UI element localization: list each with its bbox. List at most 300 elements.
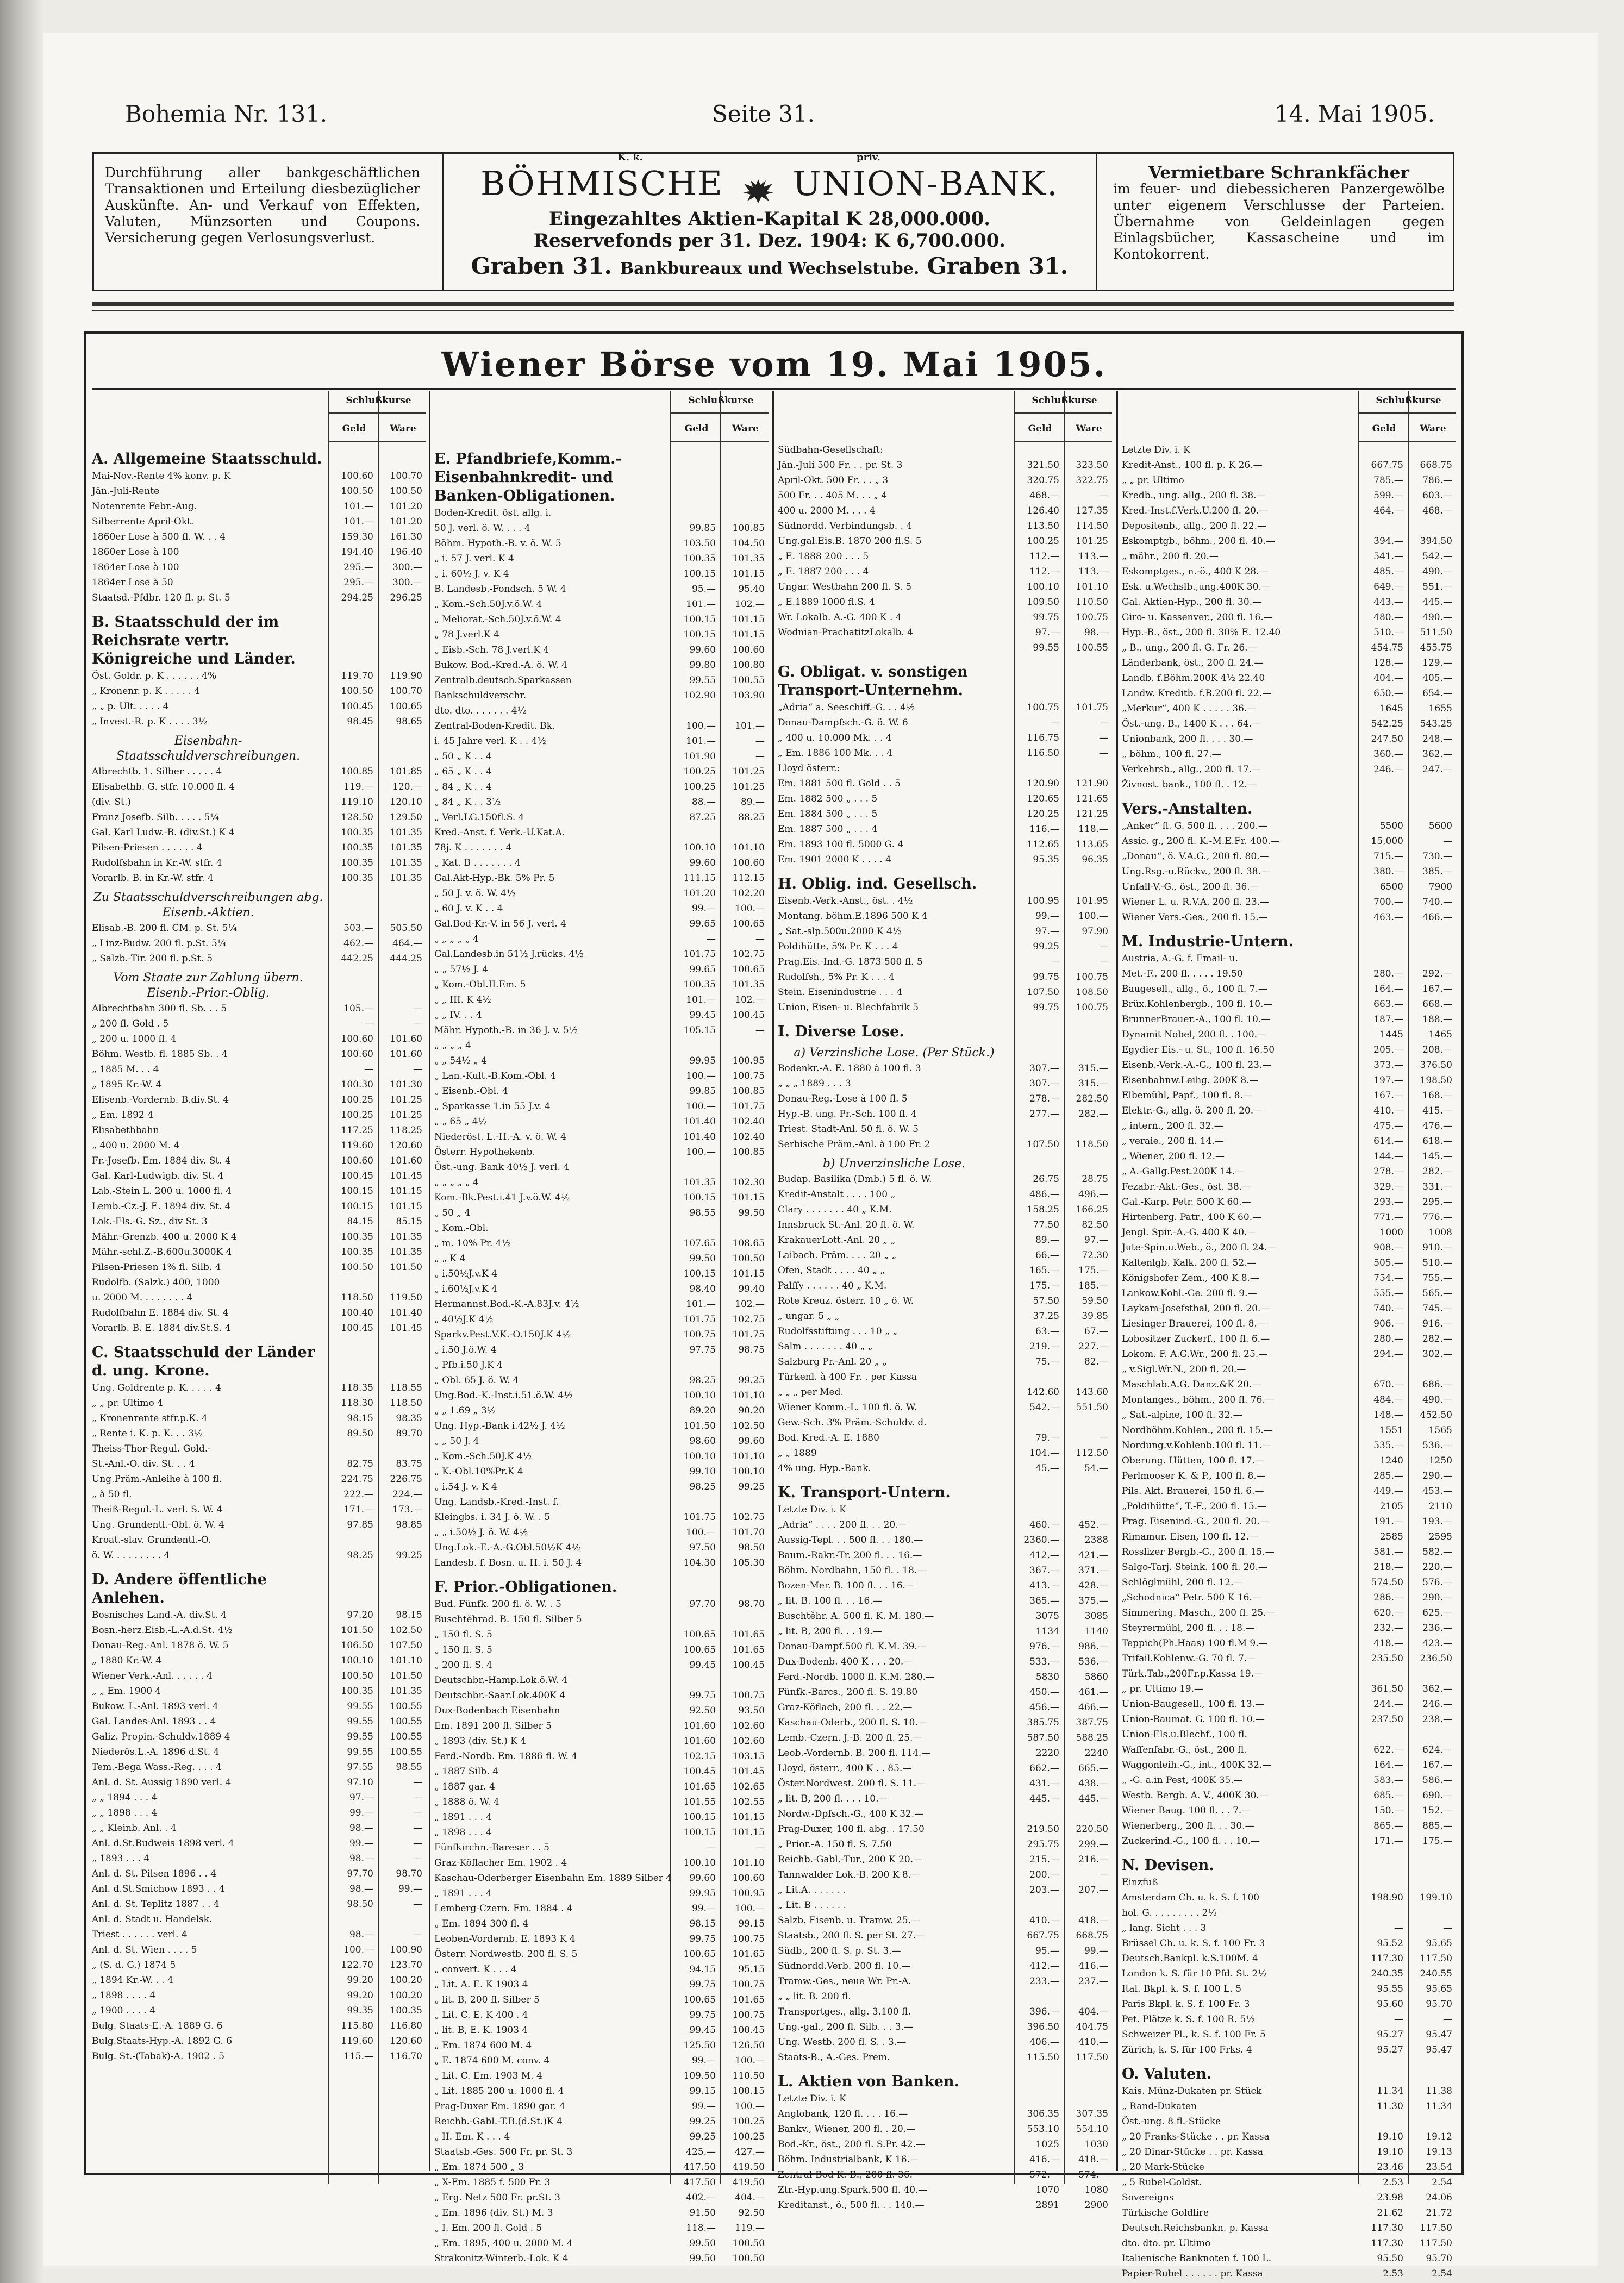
geld-value: 100.45 (341, 1171, 373, 1181)
security-name: „ i.50 J.ö.W. 4 (434, 1344, 497, 1355)
ware-value: 445.— (1078, 1793, 1108, 1804)
ware-value: 100.— (735, 903, 765, 914)
security-name: Österr. Hypothekenb. (434, 1147, 535, 1158)
ware-value: — (1443, 1923, 1452, 1934)
ware-value: 92.50 (738, 2207, 765, 2218)
ware-value: 118.50 (1076, 1139, 1108, 1150)
column-1 (92, 391, 426, 2171)
ware-value: 167.— (1422, 984, 1452, 994)
security-name: „ 150 fl. S. 5 (434, 1629, 492, 1640)
geld-value: 456.— (1029, 1702, 1059, 1713)
geld-value: 165.— (1029, 1265, 1059, 1276)
geld-value: 187.— (1373, 1014, 1403, 1025)
ware-value: 126.50 (732, 2040, 765, 2051)
ware-header: Ware (1076, 423, 1102, 434)
security-name: Letzte Div. i. K (1122, 445, 1190, 455)
geld-value: 98.60 (689, 1436, 716, 1447)
security-name: „ 1880 Kr.-W. 4 (92, 1655, 162, 1666)
security-row (1122, 1118, 1456, 1134)
security-name: 1864er Lose à 50 (92, 577, 173, 588)
geld-value: 97.— (349, 1792, 373, 1803)
geld-value: 142.60 (1027, 1387, 1059, 1398)
security-name: Fezabr.-Akt.-Ges., öst. 38.— (1122, 1181, 1252, 1192)
security-name: „ 50 „ 4 (434, 1208, 471, 1218)
security-name: Ungar. Westbahn 200 fl. S. 5 (778, 581, 912, 592)
security-name: Albrechtbahn 300 fl. Sb. . . 5 (92, 1003, 227, 1014)
geld-value: 171.— (1373, 1836, 1403, 1847)
geld-value: 445.— (1029, 1793, 1059, 1804)
schlusskurse-label: Schlußkurse (1376, 395, 1441, 406)
security-row (434, 2053, 769, 2068)
security-name: Gew.-Sch. 3% Präm.-Schuldv. d. (778, 1417, 927, 1428)
security-row (778, 1974, 1112, 1989)
geld-value: 1000 (1379, 1227, 1403, 1238)
security-row (778, 640, 1112, 655)
security-name: „ 200 fl. Gold . 5 (92, 1018, 169, 1029)
geld-value: 620.— (1373, 1608, 1403, 1618)
security-name: Triest . . . . . . verl. 4 (92, 1929, 188, 1940)
ware-value: — (1099, 717, 1108, 728)
geld-value: 63.— (1035, 1326, 1059, 1337)
geld-value: 101.60 (683, 1721, 716, 1731)
security-name: „Adria“ a. Seeschiff.-G. . . 4½ (778, 702, 915, 713)
security-name: „ v.Sigl.Wr.N., 200 fl. 20.— (1122, 1364, 1246, 1375)
geld-value: 191.— (1373, 1516, 1403, 1527)
security-name: „ „ 1889 (778, 1448, 817, 1459)
security-name: Kredb., ung. allg., 200 fl. 38.— (1122, 490, 1266, 501)
security-row (1122, 879, 1456, 895)
ware-value: 129.— (1422, 658, 1452, 668)
geld-value: 100.65 (683, 1949, 716, 1960)
security-name: Türkische Goldlire (1122, 2207, 1209, 2218)
security-row (778, 837, 1112, 852)
security-row (434, 2190, 769, 2205)
security-row (434, 734, 769, 749)
ware-value: — (413, 1018, 422, 1029)
kk-label: K. k. (617, 152, 643, 163)
security-row (92, 1275, 426, 1290)
security-name: Aussig-Tepl. . . 500 fl. . . 180.— (778, 1535, 923, 1546)
security-name: Laykam-Josefsthal, 200 fl. 20.— (1122, 1303, 1270, 1314)
security-row (778, 1415, 1112, 1430)
ware-value: 24.06 (1426, 2192, 1452, 2203)
security-name: Lok.-Els.-G. Sz., div St. 3 (92, 1216, 208, 1227)
ware-value: 19.12 (1426, 2131, 1452, 2142)
ware-value: — (1099, 956, 1108, 967)
security-row (434, 521, 769, 536)
security-name: „ 1887 Silb. 4 (434, 1766, 498, 1777)
ware-value: 100.65 (390, 701, 422, 712)
ware-value: 565.— (1422, 1288, 1452, 1299)
security-name: Assic. g., 200 fl. K.-M.E.Fr. 400.— (1122, 836, 1280, 847)
header-rule (328, 412, 426, 414)
security-name: Em. 1884 500 „ . . . 5 (778, 809, 878, 820)
security-name: Wr. Lokalb. A.-G. 400 K . 4 (778, 612, 902, 623)
ware-value: 98.65 (396, 716, 422, 727)
security-name: Bud. Fünfk. 200 fl. ö. W. . 5 (434, 1599, 561, 1610)
ware-value: 89.— (740, 797, 765, 808)
security-row (778, 1791, 1112, 1806)
ware-value: 102.65 (732, 1781, 765, 1792)
security-row (434, 1358, 769, 1373)
security-name: Laibach. Präm. . . . 20 „ „ (778, 1250, 897, 1261)
ad-safe-deposit-heading: Vermietbare Schrankfächer (1148, 163, 1409, 183)
security-name: Gal.Landesb.in 51½ J.rücks. 4½ (434, 949, 584, 960)
geld-value: 1025 (1035, 2139, 1059, 2150)
ware-value: 100.— (735, 2055, 765, 2066)
security-name: Elektr.-G., allg. ö. 200 fl. 20.— (1122, 1105, 1263, 1116)
security-name: Hermannst.Bod.-K.-A.83J.v. 4½ (434, 1299, 579, 1310)
security-name: London k. S. für 10 Pfd. St. 2½ (1122, 1968, 1267, 1979)
security-row (434, 764, 769, 779)
geld-value: 101.50 (341, 1625, 373, 1636)
security-row (434, 581, 769, 597)
geld-value: 97.55 (347, 1762, 373, 1773)
ware-value: 618.— (1422, 1136, 1452, 1147)
security-row (778, 1959, 1112, 1974)
security-row (434, 1023, 769, 1038)
security-row (92, 1168, 426, 1184)
security-name: Em. 1901 2000 K . . . . 4 (778, 854, 891, 865)
security-name: Graz-Köflacher Em. 1902 . 4 (434, 1857, 567, 1868)
security-name: Anl. d. St. Wien . . . . 5 (92, 1944, 197, 1955)
geld-value: 329.— (1373, 1181, 1403, 1192)
geld-value: 100.35 (683, 979, 716, 990)
security-name: Steyrermühl, 200 fl. . . 18.— (1122, 1623, 1255, 1634)
ware-value: 101.60 (390, 1049, 422, 1060)
ware-value: 83.75 (396, 1459, 422, 1469)
security-name: Bukow. Bod.-Kred.-A. ö. W. 4 (434, 660, 567, 671)
geld-value: 396.50 (1027, 2022, 1059, 2032)
geld-value: 622.— (1373, 1744, 1403, 1755)
geld-value: 109.50 (683, 2071, 716, 2081)
geld-value: 2360.— (1023, 1535, 1059, 1546)
security-name: „ Em. 1886 100 Mk. . . 4 (778, 748, 893, 759)
security-name: Jute-Spin.u.Web., ö., 200 fl. 24.— (1122, 1242, 1277, 1253)
security-name: „ 84 „ K . . 4 (434, 781, 492, 792)
security-name: Ung. Goldrente p. K. . . . . 4 (92, 1383, 221, 1393)
security-row (1122, 686, 1456, 701)
section-heading: N. Devisen. (1122, 1857, 1214, 1874)
geld-value: 102.90 (683, 690, 716, 701)
security-name: Ofen, Stadt . . . . 40 „ „ (778, 1265, 885, 1276)
geld-header: Geld (1028, 423, 1052, 434)
geld-value: 97.10 (347, 1777, 373, 1788)
security-row (434, 1449, 769, 1464)
security-row (92, 1790, 426, 1805)
eagle-icon (742, 173, 774, 200)
geld-value: 100.25 (341, 1094, 373, 1105)
ware-value: 315.— (1078, 1063, 1108, 1074)
security-row (434, 1479, 769, 1494)
security-name: Bulg. St.-(Tabak)-A. 1902 . 5 (92, 2051, 225, 2062)
geld-value: 119.70 (341, 671, 373, 681)
ware-value: 102.— (735, 599, 765, 610)
security-row (1122, 2190, 1456, 2205)
geld-value: 101.— (343, 516, 373, 527)
security-row (434, 673, 769, 688)
ware-value: 108.65 (732, 1238, 765, 1249)
security-name: Waggonleih.-G., int., 400K 32.— (1122, 1760, 1272, 1771)
ware-value: 110.50 (1076, 597, 1108, 608)
ware-value: 101.60 (390, 1034, 422, 1044)
geld-value: 103.50 (683, 538, 716, 549)
geld-value: 100.— (343, 1944, 373, 1955)
security-name: „ Rente i. K. p. K. . . 3½ (92, 1428, 203, 1439)
security-row (778, 503, 1112, 518)
header-rule (670, 441, 769, 442)
ware-value: 394.50 (1420, 536, 1452, 547)
ware-value: 2240 (1084, 1748, 1108, 1759)
security-row (92, 1775, 426, 1790)
geld-value: 503.— (343, 923, 373, 934)
security-row (434, 1403, 769, 1418)
security-row (1122, 595, 1456, 610)
ware-value: — (413, 1929, 422, 1940)
ware-value: 101.35 (390, 1231, 422, 1242)
security-name: „ Em. 1896 (div. St.) M. 3 (434, 2207, 553, 2218)
geld-value: 410.— (1029, 1915, 1059, 1926)
ware-value: 121.25 (1076, 809, 1108, 820)
ware-value: 2900 (1084, 2200, 1108, 2211)
security-row (1122, 1981, 1456, 1997)
security-name: „ Sat.-slp.500u.2000 K 4½ (778, 926, 902, 937)
geld-value: 650.— (1373, 688, 1403, 699)
security-name: Nordböhm.Kohlen., 200 fl. 15.— (1122, 1425, 1273, 1436)
ware-value: 113.— (1078, 566, 1108, 577)
ware-value: 247.— (1422, 764, 1452, 775)
ware-value: 755.— (1422, 1273, 1452, 1284)
ware-value: 2110 (1428, 1501, 1452, 1512)
geld-value: 164.— (1373, 984, 1403, 994)
security-name: Wiener Vers.-Ges., 200 fl. 15.— (1122, 912, 1268, 923)
security-row (1122, 1651, 1456, 1666)
geld-value: 480.— (1373, 612, 1403, 623)
ware-value: 101.15 (732, 1827, 765, 1838)
geld-value: 99.55 (347, 1716, 373, 1727)
ware-value: 296.25 (390, 592, 422, 603)
security-name: Union, Eisen- u. Blechfabrik 5 (778, 1002, 919, 1013)
geld-value: 865.— (1373, 1821, 1403, 1831)
security-row (1122, 849, 1456, 864)
security-name: „ i.60½J.v.K 4 (434, 1284, 497, 1294)
geld-value: 771.— (1373, 1212, 1403, 1223)
security-row (1122, 671, 1456, 686)
geld-value: 97.70 (689, 1599, 716, 1610)
geld-value: 100.30 (341, 1079, 373, 1090)
address-line (444, 253, 1096, 279)
ware-value: 100.75 (732, 1071, 765, 1081)
geld-value: 99.75 (1033, 972, 1059, 983)
geld-value: 99.20 (347, 1975, 373, 1986)
ware-value: 119.— (735, 2223, 765, 2234)
geld-value: 118.35 (341, 1383, 373, 1393)
ware-value: 95.15 (738, 1964, 765, 1975)
ware-value: 100.80 (732, 660, 765, 671)
geld-value: 120.65 (1027, 793, 1059, 804)
security-row (434, 1627, 769, 1642)
ware-value: 101.85 (390, 766, 422, 777)
security-name: „ „ III. K 4½ (434, 994, 491, 1005)
geld-value: 112.65 (1027, 839, 1059, 850)
geld-value: 112.— (1029, 566, 1059, 577)
security-row (778, 549, 1112, 564)
security-name: Živnost. bank., 100 fl. . 12.— (1122, 779, 1257, 790)
security-name: Südb., 200 fl. S. p. St. 3.— (778, 1946, 901, 1956)
ware-value: 543.25 (1420, 718, 1452, 729)
security-name: „ à 50 fl. (92, 1489, 132, 1500)
security-row (434, 1718, 769, 1734)
security-name: Dux-Bodenbach Eisenbahn (434, 1705, 560, 1716)
geld-value: 99.95 (689, 1888, 716, 1899)
ware-value: 85.15 (396, 1216, 422, 1227)
ware-value: 418.— (1078, 1915, 1108, 1926)
geld-value: 215.— (1029, 1854, 1059, 1865)
security-name: Stein. Eisenindustrie . . . 4 (778, 987, 903, 998)
geld-value: 100.15 (683, 1812, 716, 1823)
security-row (1122, 2221, 1456, 2236)
ware-value: 99.— (1084, 1946, 1108, 1956)
geld-value: 100.65 (683, 1629, 716, 1640)
security-name: „ II. Em. K . . . 4 (434, 2131, 510, 2142)
security-name: Dynamit Nobel, 200 fl. . 100.— (1122, 1029, 1267, 1040)
security-row (434, 1129, 769, 1144)
ware-value: 117.50 (1420, 2223, 1452, 2234)
security-row (778, 1593, 1112, 1609)
geld-value: 101.75 (683, 1314, 716, 1325)
security-name: Staatsb.-Ges. 500 Fr. pr. St. 3 (434, 2147, 573, 2157)
security-row (434, 1612, 769, 1627)
geld-value: 100.10 (683, 1390, 716, 1401)
security-row (434, 1084, 769, 1099)
security-row (1122, 1058, 1456, 1073)
ware-value: 117.50 (1420, 1953, 1452, 1964)
geld-value: 99.50 (689, 1253, 716, 1264)
security-row (92, 1744, 426, 1760)
header-rule (1358, 441, 1456, 442)
geld-value: 100.35 (341, 858, 373, 868)
ware-value: 102.40 (732, 1131, 765, 1142)
security-name: „ Kat. B . . . . . . . 4 (434, 858, 521, 868)
security-row (1122, 2114, 1456, 2129)
ware-value: 551.— (1422, 581, 1452, 592)
geld-value: 164.— (1373, 1760, 1403, 1771)
ware-value: 315.— (1078, 1078, 1108, 1089)
security-row (1122, 981, 1456, 997)
geld-value: 98.25 (689, 1375, 716, 1386)
ware-value: 307.35 (1076, 2109, 1108, 2119)
security-row (434, 627, 769, 642)
ware-value: 28.75 (1082, 1174, 1108, 1185)
geld-value: 118.30 (341, 1398, 373, 1409)
ware-value: 100.85 (732, 1086, 765, 1097)
security-name: Pilsen-Priesen . . . . . . 4 (92, 842, 203, 853)
security-name: „ „ 50 J. 4 (434, 1436, 479, 1447)
ware-value: 127.35 (1076, 505, 1108, 516)
ware-value: 101.10 (1076, 581, 1108, 592)
security-name: St.-Anl.-O. div. St. . . 4 (92, 1459, 195, 1469)
security-name: Serbische Präm.-Anl. à 100 Fr. 2 (778, 1139, 930, 1150)
ware-value: 536.— (1078, 1656, 1108, 1667)
geld-value: 98.15 (347, 1413, 373, 1424)
security-row (92, 1517, 426, 1533)
geld-value: 235.50 (1371, 1653, 1403, 1664)
security-row (434, 2236, 769, 2251)
ware-value: 405.— (1422, 673, 1452, 684)
ware-value: — (413, 1853, 422, 1864)
security-name: Eisenb.-Verk.-A.-G., 100 fl. 23.— (1122, 1060, 1272, 1071)
security-row (778, 1669, 1112, 1685)
security-name: Jengl. Spir.-A.-G. 400 K 40.— (1122, 1227, 1257, 1238)
security-row (92, 1729, 426, 1744)
security-name: „ 20 Franks-Stücke . . pr. Kassa (1122, 2131, 1270, 2142)
ware-value: 100.50 (732, 2253, 765, 2264)
geld-value: 406.— (1029, 2037, 1059, 2048)
security-row (1122, 1788, 1456, 1803)
security-row (434, 916, 769, 931)
ware-value: 54.— (1084, 1463, 1108, 1474)
geld-value: 122.70 (341, 1960, 373, 1971)
subsection-heading: Eisenbahn-Staatsschuldverschreibungen. (116, 734, 301, 763)
security-row (92, 484, 426, 499)
security-row (92, 1684, 426, 1699)
ware-value: 11.38 (1426, 2086, 1452, 2097)
security-name: KrakauerLott.-Anl. 20 „ „ (778, 1235, 896, 1246)
geld-value: 100.50 (341, 486, 373, 497)
security-name: Ung. Westb. 200 fl. S. . 3.— (778, 2037, 907, 2048)
security-name: (div. St.) (92, 797, 131, 808)
security-name: Böhm. Industrialbank, K 16.— (778, 2154, 920, 2165)
security-row (778, 1446, 1112, 1461)
security-row (434, 855, 769, 871)
security-row (1122, 1164, 1456, 1179)
security-row (778, 970, 1112, 985)
security-row (434, 1251, 769, 1266)
security-name: „ 1888 ö. W. 4 (434, 1797, 499, 1807)
security-row (92, 1092, 426, 1108)
security-name: Bod.-Kr., öst., 200 fl. S.Pr. 42.— (778, 2139, 925, 2150)
security-name: Wiener Komm.-L. 100 fl. ö. W. (778, 1402, 917, 1413)
ware-value: 82.— (1084, 1356, 1108, 1367)
geld-value: 99.55 (347, 1701, 373, 1712)
security-name: „ 1898 . . . 4 (434, 1827, 492, 1838)
security-name: „ 60 J. v. K . . 4 (434, 903, 503, 914)
security-row (92, 1714, 426, 1729)
geld-value: 100.65 (683, 1994, 716, 2005)
ware-value: 119.50 (390, 1292, 422, 1303)
security-name: „Donau“, ö. V.A.G., 200 fl. 80.— (1122, 851, 1269, 862)
security-name: Wiener L. u. R.V.A. 200 fl. 23.— (1122, 897, 1270, 908)
security-name: „ (S. d. G.) 1874 5 (92, 1960, 176, 1971)
security-row (778, 1730, 1112, 1746)
geld-value: 99.75 (689, 1979, 716, 1990)
ware-value: 100.75 (732, 2010, 765, 2021)
security-name: Elisabethb. G. stfr. 10.000 fl. 4 (92, 781, 235, 792)
security-row (778, 2152, 1112, 2167)
security-name: Niederös.L.-A. 1896 d.St. 4 (92, 1747, 220, 1757)
ware-value: 101.35 (390, 1686, 422, 1697)
security-name: „ „ 1.69 „ 3½ (434, 1405, 496, 1416)
geld-value: 100.25 (1027, 536, 1059, 547)
security-row (1122, 2251, 1456, 2266)
ware-value: 104.50 (732, 538, 765, 549)
security-name: Südnordd. Verbindungsb. . 4 (778, 521, 913, 531)
security-row (434, 1642, 769, 1657)
ware-value: — (413, 1064, 422, 1075)
security-name: „ Rand-Dukaten (1122, 2101, 1197, 2112)
section-heading: C. Staatsschuld der Länder d. ung. Krone. (92, 1344, 315, 1379)
geld-value: 100.35 (683, 553, 716, 564)
